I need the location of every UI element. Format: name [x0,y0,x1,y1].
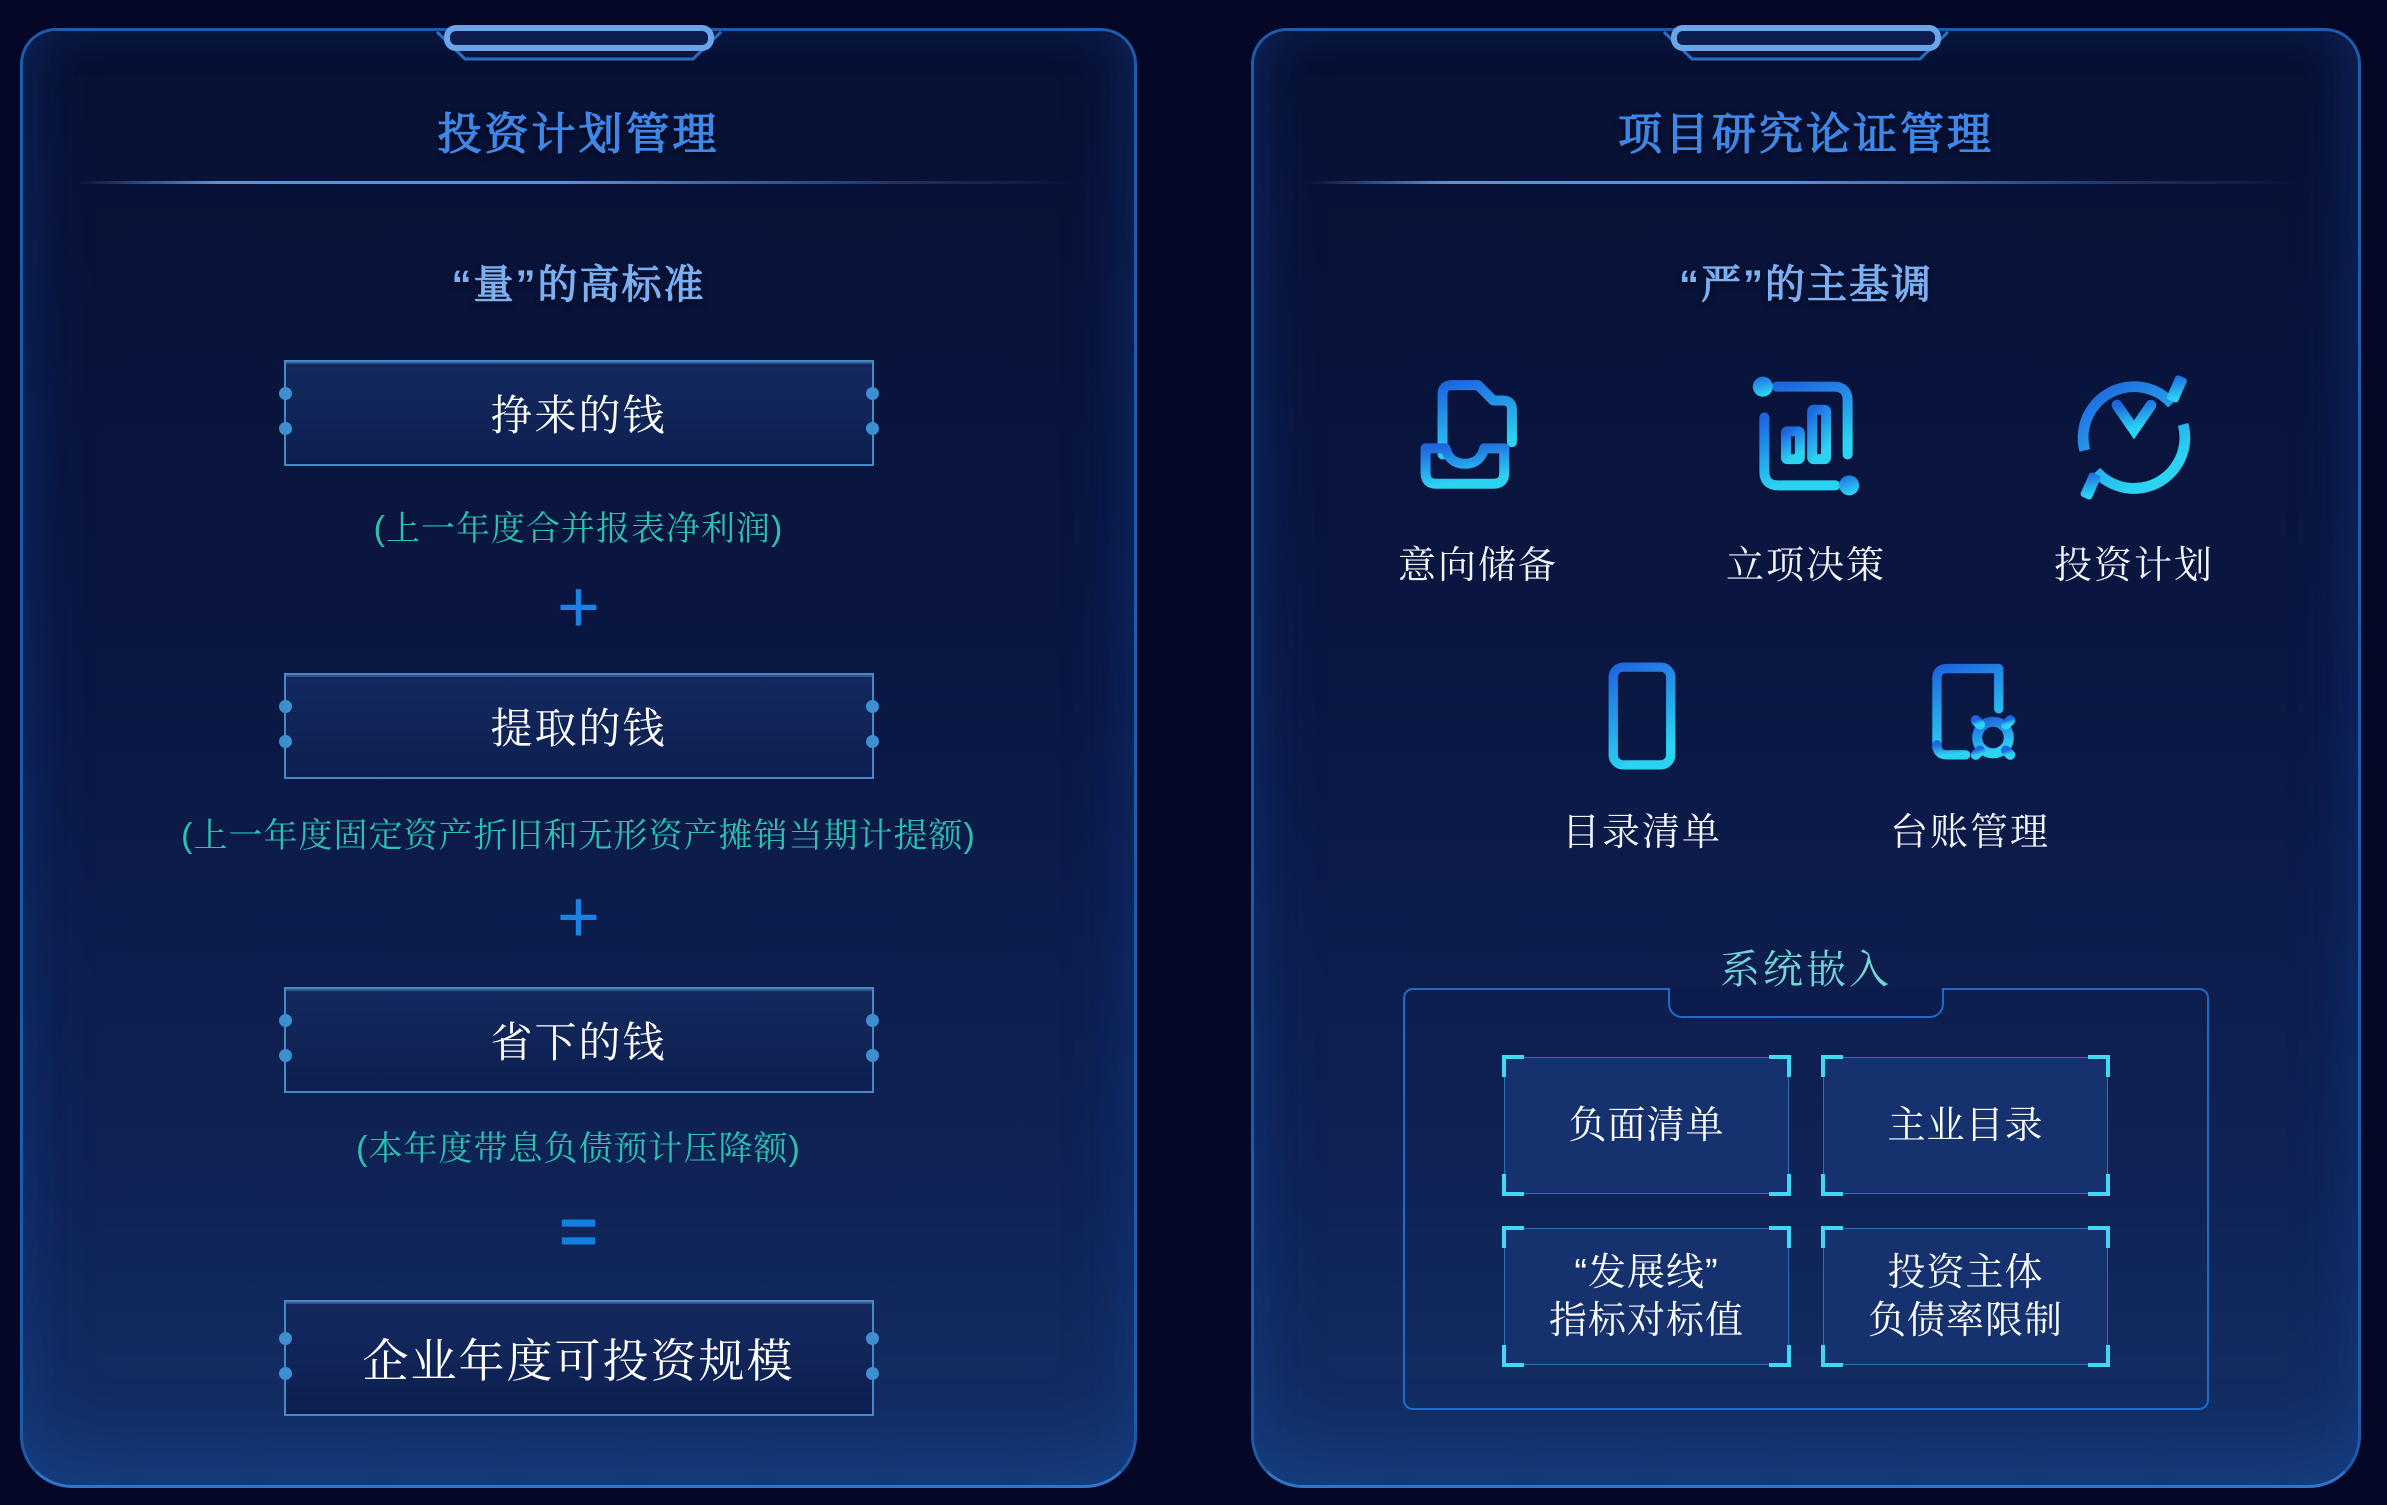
corner-bracket-icon [1769,1226,1791,1248]
feature-label: 投资计划 [2053,545,2214,587]
feature-intention-reserve [1344,361,1612,591]
corner-bracket-icon [1821,1174,1843,1196]
corner-bracket-icon [1769,1174,1791,1196]
embed-box-main-business-catalog [1823,1057,2108,1194]
feature-ledger-management [1836,646,2104,858]
divider [1309,181,2303,184]
feature-label: 立项决策 [1725,545,1886,587]
feature-row-1 [1254,361,2358,591]
corner-bracket-icon [1502,1055,1524,1077]
corner-bracket-icon [1821,1055,1843,1077]
corner-bracket-icon [1769,1345,1791,1367]
corner-bracket-icon [1502,1226,1524,1248]
flow-box-label: 提取的钱 [490,705,667,752]
yuan-cycle-icon [2060,362,2208,510]
feature-label: 意向储备 [1397,545,1558,587]
corner-bracket-icon [1502,1174,1524,1196]
document-gear-icon [1901,647,2039,785]
embed-box-label: 负债率限制 [1867,1299,2063,1342]
embed-box-debt-ratio-limit [1823,1228,2108,1365]
flow-note: (上一年度合并报表净利润) [373,510,784,548]
corner-bracket-icon [2088,1174,2110,1196]
panel-top-handle [1656,25,1956,61]
corner-bracket-icon [1502,1345,1524,1367]
panel-handle-icon [1656,25,1956,61]
flow-box-withdrawn-money [284,673,874,779]
flow-box-label: 挣来的钱 [490,392,667,439]
panel-top-handle [429,25,729,61]
section-subtitle: “量”的高标准 [451,263,706,307]
panel-investment-plan [20,28,1137,1488]
embed-section-title: 系统嵌入 [1720,948,1892,992]
section-subtitle: “严”的主基调 [1679,263,1933,307]
embed-box-development-line-benchmark [1504,1228,1789,1365]
list-icon [1573,647,1711,785]
embed-box-label: “发展线” [1574,1251,1719,1294]
plus-operator: + [556,875,601,958]
embed-box-label: 投资主体 [1887,1251,2044,1294]
feature-row-2 [1254,646,2358,858]
corner-bracket-icon [2088,1055,2110,1077]
bar-chart-frame-icon [1732,362,1880,510]
flow-box-label: 省下的钱 [490,1019,667,1066]
corner-bracket-icon [1821,1345,1843,1367]
embed-box-label: 主业目录 [1887,1104,2044,1147]
feature-project-approval [1672,361,1940,591]
embed-box-label: 指标对标值 [1548,1299,1744,1342]
embed-box-negative-list [1504,1057,1789,1194]
equals-operator: = [559,1194,598,1268]
feature-catalog-list [1508,646,1776,858]
archive-document-icon [1404,362,1552,510]
flow-box-label: 企业年度可投资规模 [362,1335,795,1387]
panel-handle-icon [429,25,729,61]
flow-box-annual-investable-scale [284,1300,874,1416]
plus-operator: + [556,565,601,648]
corner-bracket-icon [1821,1226,1843,1248]
panel-project-research [1251,28,2361,1488]
flow-note: (本年度带息负债预计压降额) [356,1130,801,1168]
corner-bracket-icon [2088,1345,2110,1367]
system-embed-section [1403,948,2209,1410]
embed-grid [1405,990,2207,1365]
feature-label: 目录清单 [1561,812,1722,854]
flow-note: (上一年度固定资产折旧和无形资产摊销当期计提额) [181,817,976,855]
embed-box-label: 负面清单 [1568,1104,1725,1147]
flow-box-earned-money [284,360,874,466]
divider [78,181,1079,184]
corner-bracket-icon [2088,1226,2110,1248]
feature-label: 台账管理 [1889,812,2050,854]
page-title: 投资计划管理 [437,110,720,159]
corner-bracket-icon [1769,1055,1791,1077]
page-title: 项目研究论证管理 [1618,110,1994,159]
flow-box-saved-money [284,987,874,1093]
feature-investment-plan [2000,361,2268,591]
